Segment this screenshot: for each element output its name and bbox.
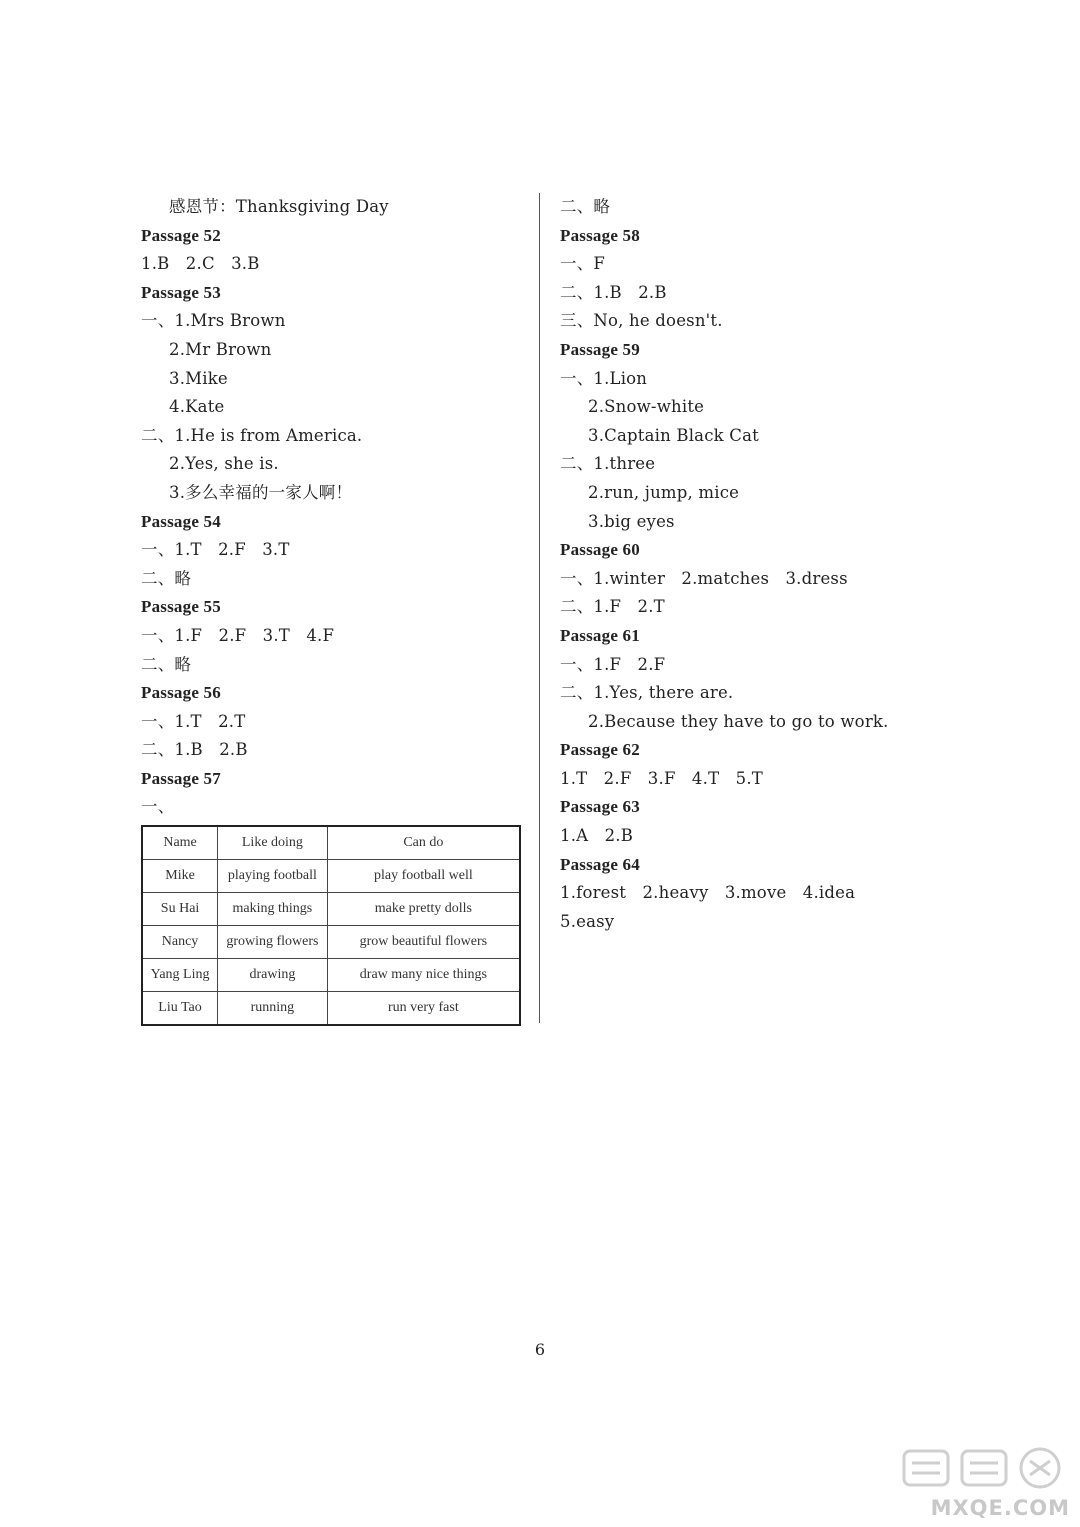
answer-line: 一、F — [560, 254, 606, 274]
answer-line: 2.run, jump, mice — [588, 482, 740, 502]
answer-table — [141, 825, 521, 1026]
passage-heading: Passage 52 — [141, 225, 221, 245]
answer-line: 二、略 — [141, 568, 192, 588]
answer-line: 2.Snow-white — [588, 397, 705, 417]
answer-line: 1.T 2.F 3.F 4.T 5.T — [560, 768, 763, 788]
column-divider — [539, 193, 540, 1023]
table-cell: Liu Tao — [142, 992, 218, 1026]
answer-line: 二、1.Yes, there are. — [560, 683, 734, 703]
answer-line: 二、1.He is from America. — [141, 425, 363, 445]
table-cell: running — [218, 992, 328, 1026]
table-cell: Su Hai — [142, 893, 218, 926]
watermark-logo-icon — [900, 1445, 1068, 1491]
table-cell: play football well — [327, 860, 520, 893]
answer-line: 2.Because they have to go to work. — [588, 711, 889, 731]
table-cell: making things — [218, 893, 328, 926]
answer-line: 一、1.T 2.T — [141, 711, 246, 731]
table-cell: drawing — [218, 959, 328, 992]
answer-line: 3.big eyes — [588, 511, 675, 531]
answer-line: 1.B 2.C 3.B — [141, 254, 260, 274]
page-number: 6 — [534, 1340, 546, 1359]
table-cell: growing flowers — [218, 926, 328, 959]
passage-heading: Passage 62 — [560, 740, 640, 760]
passage-heading: Passage 58 — [560, 225, 640, 245]
table-row — [142, 860, 520, 893]
answer-line: 一、1.Lion — [560, 368, 648, 388]
table-header-row — [142, 826, 520, 860]
answer-line: 4.Kate — [169, 397, 225, 417]
answer-line: 二、1.B 2.B — [141, 740, 248, 760]
watermark — [900, 1445, 1070, 1520]
answer-line: 二、1.B 2.B — [560, 282, 667, 302]
answer-line: 二、1.three — [560, 454, 656, 474]
answer-line: 一、1.F 2.F 3.T 4.F — [141, 625, 335, 645]
table-cell: Nancy — [142, 926, 218, 959]
table-row — [142, 926, 520, 959]
answer-line: 一、1.winter 2.matches 3.dress — [560, 568, 848, 588]
passage-heading: Passage 57 — [141, 768, 221, 788]
watermark-text: MXQE.COM — [930, 1496, 1070, 1520]
passage-heading: Passage 53 — [141, 282, 221, 302]
passage-heading: Passage 59 — [560, 339, 640, 359]
answer-line: 一、 — [141, 797, 175, 817]
answer-line: 3.Mike — [169, 368, 228, 388]
answer-line: 2.Yes, she is. — [169, 454, 279, 474]
answer-line: 三、No, he doesn't. — [560, 311, 723, 331]
passage-heading: Passage 56 — [141, 683, 221, 703]
left-column — [141, 193, 526, 822]
table-cell: grow beautiful flowers — [327, 926, 520, 959]
answer-line: 5.easy — [560, 911, 615, 931]
table-cell: Mike — [142, 860, 218, 893]
answer-line: 2.Mr Brown — [169, 339, 272, 359]
answer-line: 一、1.Mrs Brown — [141, 311, 286, 331]
table-header-cell: Can do — [327, 826, 520, 860]
table-cell: draw many nice things — [327, 959, 520, 992]
answer-line: 3.Captain Black Cat — [588, 425, 759, 445]
table-cell: run very fast — [327, 992, 520, 1026]
table-header-cell: Name — [142, 826, 218, 860]
passage-heading: Passage 63 — [560, 797, 640, 817]
answer-line: 感恩节：Thanksgiving Day — [169, 197, 389, 216]
passage-heading: Passage 64 — [560, 854, 640, 874]
passage-heading: Passage 60 — [560, 540, 640, 560]
table-cell: make pretty dolls — [327, 893, 520, 926]
table-cell: Yang Ling — [142, 959, 218, 992]
table-row — [142, 959, 520, 992]
answer-line: 1.A 2.B — [560, 826, 634, 846]
answer-line: 3.多么幸福的一家人啊！ — [169, 482, 353, 502]
right-column — [560, 193, 980, 936]
table-header-cell: Like doing — [218, 826, 328, 860]
table-cell: playing football — [218, 860, 328, 893]
answer-line: 1.forest 2.heavy 3.move 4.idea — [560, 883, 856, 903]
answer-line: 二、1.F 2.T — [560, 597, 665, 617]
answer-line: 二、略 — [560, 197, 611, 216]
answer-line: 二、略 — [141, 654, 192, 674]
table-row — [142, 992, 520, 1026]
answer-line: 一、1.F 2.F — [560, 654, 666, 674]
answer-line: 一、1.T 2.F 3.T — [141, 540, 290, 560]
passage-heading: Passage 55 — [141, 597, 221, 617]
table-row — [142, 893, 520, 926]
passage-heading: Passage 54 — [141, 511, 221, 531]
passage-heading: Passage 61 — [560, 625, 640, 645]
